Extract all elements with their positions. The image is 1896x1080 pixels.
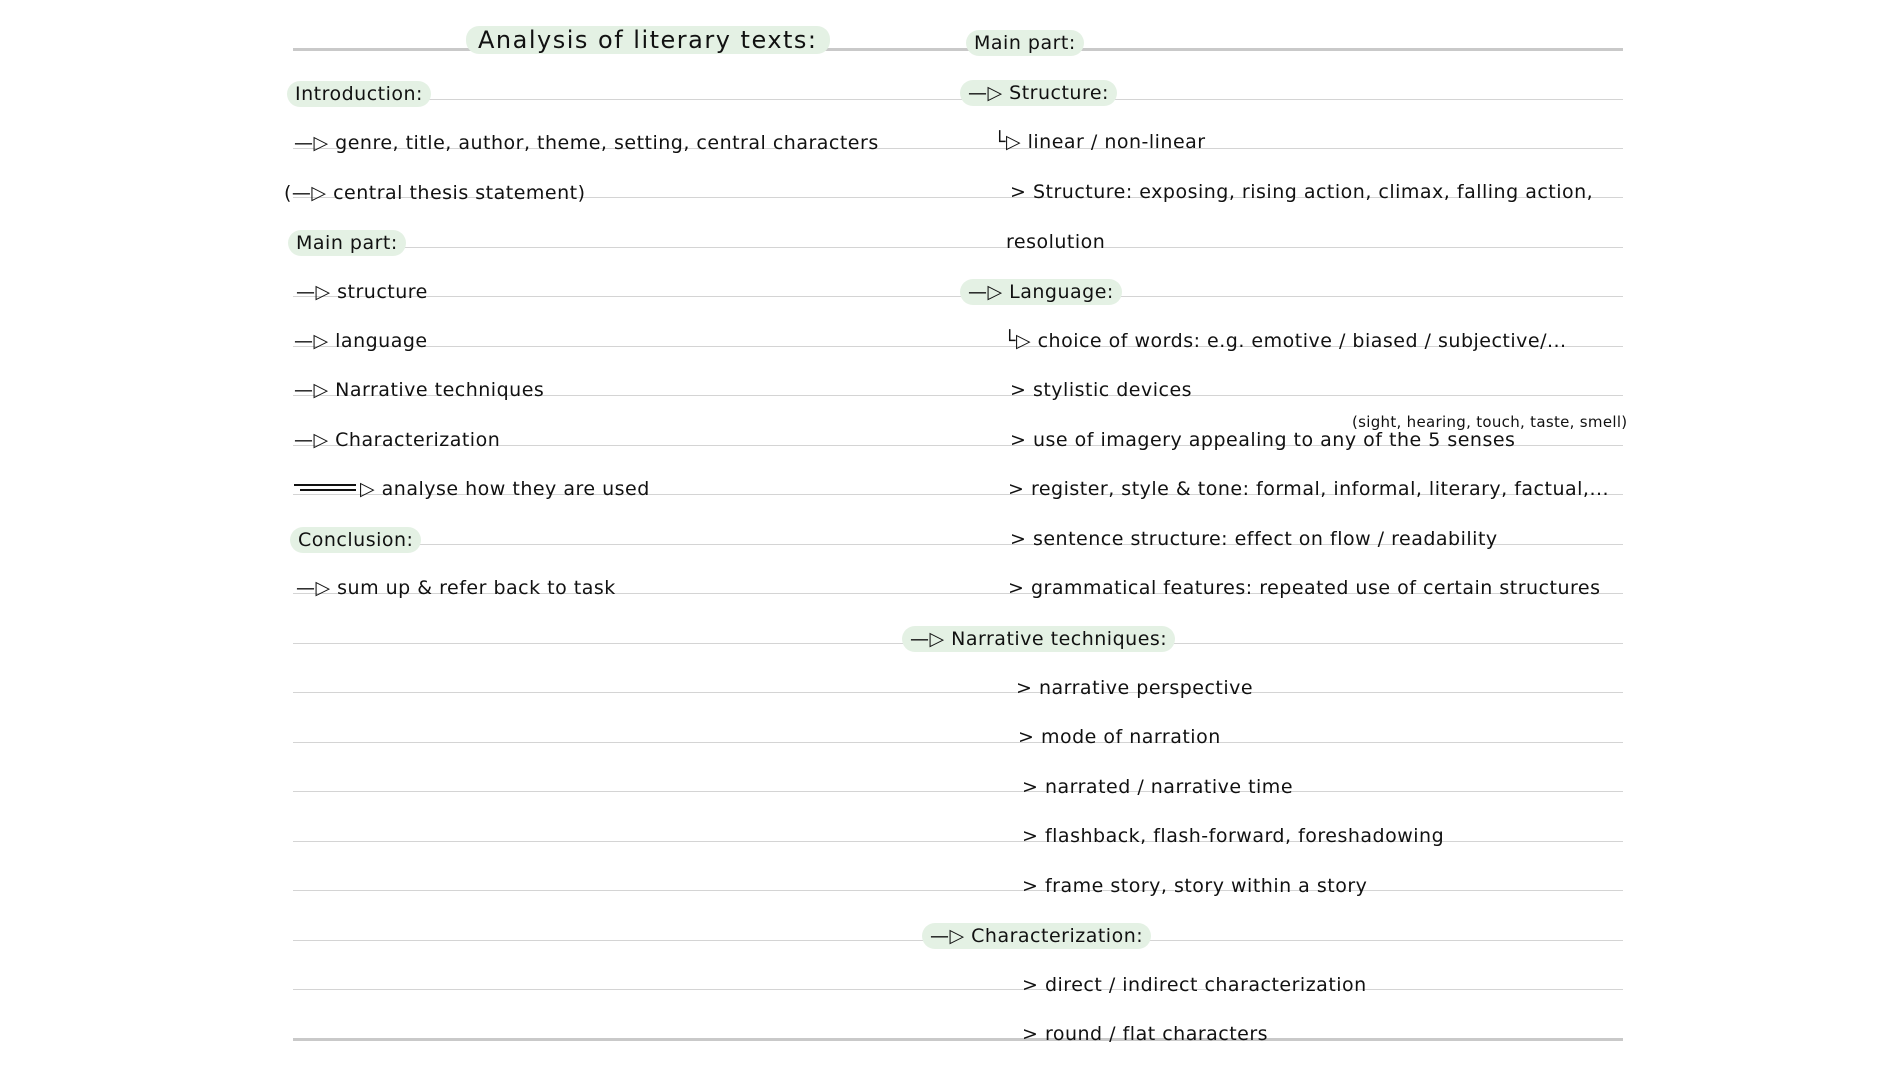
ruled-line-bottom xyxy=(293,1038,1623,1041)
language-item: > stylistic devices xyxy=(1010,379,1193,401)
characterization-item: > round / flat characters xyxy=(1022,1023,1269,1045)
thesis-item: (—▷ central thesis statement) xyxy=(284,182,586,204)
conclusion-heading: Conclusion: xyxy=(290,527,421,553)
structure-heading: —▷ Structure: xyxy=(960,80,1117,106)
left-main-item-structure: —▷ structure xyxy=(296,281,428,303)
senses-note: (sight, hearing, touch, taste, smell) xyxy=(1352,413,1628,431)
left-main-item-characterization: —▷ Characterization xyxy=(294,429,501,451)
double-arrow-line xyxy=(300,489,356,491)
page-title: Analysis of literary texts: xyxy=(466,26,830,54)
ruled-line xyxy=(293,296,1623,297)
introduction-heading: Introduction: xyxy=(287,81,431,107)
ruled-line xyxy=(293,692,1623,693)
intro-item: —▷ genre, title, author, theme, setting, central characters xyxy=(294,132,879,154)
narrative-item: > frame story, story within a story xyxy=(1022,875,1368,897)
structure-item: resolution xyxy=(1006,231,1106,253)
language-item: > sentence structure: effect on flow / readability xyxy=(1010,528,1498,550)
structure-item: └▷ linear / non-linear xyxy=(994,131,1206,153)
ruled-line xyxy=(293,99,1623,100)
language-item: > use of imagery appealing to any of the 5 senses xyxy=(1010,429,1516,451)
ruled-line xyxy=(293,890,1623,891)
language-item: > grammatical features: repeated use of certain structures xyxy=(1008,577,1601,599)
ruled-line xyxy=(293,989,1623,990)
double-arrow-line xyxy=(294,484,356,486)
ruled-line xyxy=(293,247,1623,248)
right-main-part-heading: Main part: xyxy=(966,30,1084,56)
ruled-line xyxy=(293,791,1623,792)
ruled-line xyxy=(293,742,1623,743)
left-main-part-heading: Main part: xyxy=(288,230,406,256)
language-item: └▷ choice of words: e.g. emotive / biased / subjective/... xyxy=(1004,330,1567,352)
structure-item: > Structure: exposing, rising action, climax, falling action, xyxy=(1010,181,1594,203)
characterization-item: > direct / indirect characterization xyxy=(1022,974,1367,996)
narrative-item: > mode of narration xyxy=(1018,726,1221,748)
narrative-item: > narrative perspective xyxy=(1016,677,1254,699)
conclusion-item: —▷ sum up & refer back to task xyxy=(296,577,616,599)
characterization-heading: —▷ Characterization: xyxy=(922,923,1151,949)
language-item: > register, style & tone: formal, informal, literary, factual,... xyxy=(1008,478,1610,500)
left-main-item-narrative: —▷ Narrative techniques xyxy=(294,379,545,401)
left-main-item-language: —▷ language xyxy=(294,330,428,352)
analyse-item: ▷ analyse how they are used xyxy=(360,478,650,500)
language-heading: —▷ Language: xyxy=(960,279,1122,305)
narrative-item: > flashback, flash-forward, foreshadowing xyxy=(1022,825,1445,847)
narrative-item: > narrated / narrative time xyxy=(1022,776,1294,798)
narrative-heading: —▷ Narrative techniques: xyxy=(902,626,1175,652)
